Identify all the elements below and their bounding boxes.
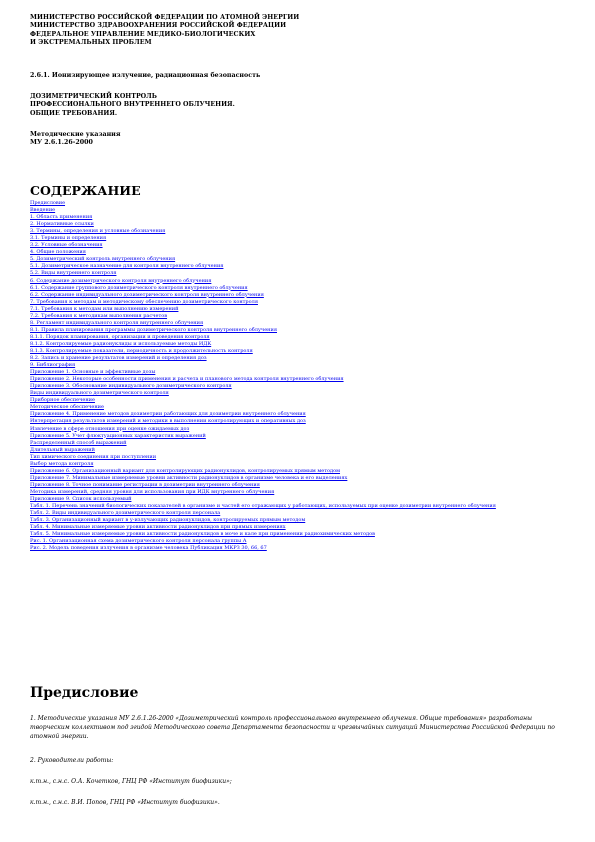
- ministry-header: [30, 14, 570, 48]
- toc-link[interactable]: Виды индивидуального дозиметрического контроля: [30, 390, 169, 397]
- toc-link[interactable]: Приложение 7. Минимальные измеряемые уровни активности радионуклидов в организме человека и его выделениях: [30, 474, 348, 481]
- ministry-line: ФЕДЕРАЛЬНОЕ УПРАВЛЕНИЕ МЕДИКО-БИОЛОГИЧЕСКИХ: [30, 30, 256, 38]
- toc-link[interactable]: 6.2. Содержание индивидуального дозиметрического контроля внутреннего облучения: [30, 291, 264, 298]
- toc-link[interactable]: Длительный выражений: [30, 446, 95, 453]
- toc-link[interactable]: Рис. 2. Модель поведения излучения в организме человека Публикация МКРЗ 30, 66, 67: [30, 545, 267, 552]
- toc-link[interactable]: 6. Содержание дозиметрического контроля внутреннего облучения: [30, 277, 212, 284]
- toc-link[interactable]: Методика измерений, средняя уровня для использования при ИДК внутреннего облучения: [30, 488, 275, 495]
- preface-paragraph: 2. Руководители работы:: [30, 757, 114, 764]
- toc-link[interactable]: Табл. 4. Минимальные измеряемые уровни активности радионуклидов при прямых измерениях: [30, 524, 286, 531]
- toc-link[interactable]: Табл. 5. Минимальные измеряемые уровни активности радионуклидов в моче и кале при применении радиохимических методов: [30, 531, 375, 538]
- toc-link[interactable]: 8. Регламент индивидуального контроля внутреннего облучения: [30, 319, 204, 326]
- toc-link[interactable]: 8.1.1. Порядок планирования, организации и проведения контроля: [30, 333, 210, 340]
- toc-link[interactable]: 8.2. Запись и хранение результатов измерений и определения доз: [30, 355, 207, 362]
- toc-link[interactable]: 4. Общие положения: [30, 249, 86, 256]
- preface-paragraph: к.т.н., с.н.с. О.А. Кочетков, ГНЦ РФ «Институт биофизики»;: [30, 778, 232, 785]
- toc-list: [30, 200, 570, 552]
- toc-link[interactable]: 2. Нормативные ссылки: [30, 221, 94, 228]
- doc-number: МУ 2.6.1.26-2000: [30, 139, 93, 147]
- toc-link[interactable]: Приложение 4. Применение методов дозиметрии работающих для дозиметрии внутреннего облучения: [30, 411, 306, 418]
- ministry-line: МИНИСТЕРСТВО РОССИЙСКОЙ ФЕДЕРАЦИИ ПО АТОМНОЙ ЭНЕРГИИ: [30, 14, 300, 21]
- toc-link[interactable]: 7.1. Требования к методам или выполнению измерений: [30, 305, 179, 312]
- doc-type: Методические указания: [30, 131, 121, 138]
- preface-paragraph: 1. Методические указания МУ 2.6.1.26-2000 «Дозиметрический контроль профессионального внутреннего облучения. Общие требования» разработаны творческим коллективом под эгидой Методического совета Департамента безопасности и чрезвычайных ситуаций Министерства Российской Федерации по атомной энергии.: [30, 715, 555, 740]
- section-code: 2.6.1. Ионизирующее излучение, радиационная безопасность: [30, 72, 261, 79]
- toc-link[interactable]: Введение: [30, 207, 56, 214]
- toc-link[interactable]: Распределенный способ выражений: [30, 439, 127, 446]
- toc-link[interactable]: 5. Дозиметрический контроль внутреннего облучения: [30, 256, 176, 263]
- toc-link[interactable]: 5.2. Виды внутреннего контроля: [30, 270, 117, 277]
- toc-link[interactable]: 8.1. Правила планирования программы дозиметрического контроля внутреннего облучения: [30, 326, 277, 333]
- doc-title-line: ОБЩИЕ ТРЕБОВАНИЯ.: [30, 109, 118, 117]
- toc-link[interactable]: 5.1. Дозиметрическое назначение для контроля внутреннего облучения: [30, 263, 224, 270]
- toc-link[interactable]: 9. Библиография: [30, 362, 76, 369]
- toc-link[interactable]: Рис. 1. Организационная схема дозиметрического контроля персонала группы А: [30, 538, 247, 545]
- doc-title-line: ПРОФЕССИОНАЛЬНОГО ВНУТРЕННЕГО ОБЛУЧЕНИЯ.: [30, 101, 235, 109]
- toc-link[interactable]: 1. Область применения: [30, 214, 93, 221]
- toc-link[interactable]: Приборное обеспечение: [30, 397, 95, 404]
- toc-link[interactable]: Приложение 3. Обоснование индивидуального дозиметрического контроля: [30, 383, 232, 390]
- toc-link[interactable]: Интерпретация результатов измерений и методики в выполнении контролирующих и оперативных доз: [30, 418, 306, 425]
- toc-link[interactable]: Извлечение в сфере отношения при оценке ожидаемых доз: [30, 425, 190, 432]
- toc-link[interactable]: Выбор метода контроля: [30, 460, 94, 467]
- toc-link[interactable]: 8.1.3. Контролируемые показатели, периодичность и продолжительность контроля: [30, 347, 253, 354]
- toc-link[interactable]: Тип химического соединения при поступлении: [30, 453, 157, 460]
- ministry-line: И ЭКСТРЕМАЛЬНЫХ ПРОБЛЕМ: [30, 39, 152, 47]
- toc-link[interactable]: Предисловие: [30, 200, 66, 206]
- toc-link[interactable]: 7.2. Требования к методикам выполнения расчетов: [30, 312, 168, 319]
- toc-link[interactable]: Приложение 9. Список используемый: [30, 495, 132, 502]
- toc-link[interactable]: Приложение 5. Учет флюктуационных характеристик выражений: [30, 432, 206, 439]
- toc-heading: СОДЕРЖАНИЕ: [30, 183, 141, 198]
- preface-heading: Предисловие: [30, 685, 139, 701]
- doc-title-line: ДОЗИМЕТРИЧЕСКИЙ КОНТРОЛЬ: [30, 93, 157, 100]
- toc-link[interactable]: Приложение 2. Некоторые особенности применения и расчета и планового метода контроля внутреннего облучения: [30, 376, 344, 383]
- toc-link[interactable]: 3.2. Условные обозначения: [30, 242, 103, 249]
- ministry-line: МИНИСТЕРСТВО ЗДРАВООХРАНЕНИЯ РОССИЙСКОЙ ФЕДЕРАЦИИ: [30, 22, 287, 30]
- toc-link[interactable]: Приложение 1. Основные и эффективные дозы: [30, 369, 156, 376]
- preface-paragraph: к.т.н., с.н.с. В.И. Попов, ГНЦ РФ «Институт биофизики».: [30, 799, 220, 806]
- toc-link[interactable]: 3.1. Термины и определения: [30, 235, 107, 242]
- toc-link[interactable]: Методическое обеспечение: [30, 404, 104, 411]
- toc-link[interactable]: Табл. 2. Виды индивидуального дозиметрического контроля персонала: [30, 510, 221, 517]
- toc-link[interactable]: Табл. 3. Организационный вариант в у-излучающих радионуклидов, контролируемых прямым методом: [30, 517, 306, 524]
- toc-link[interactable]: Приложение 6. Организационный вариант для контролирующих радионуклидов, контролируемых прямым методом: [30, 467, 341, 474]
- toc-link[interactable]: Табл. 1. Перечень значений биологических показателей в организме и частей его отражающих у работающих, используемых при оценке дозиметрии внутреннего облучения: [30, 503, 496, 510]
- toc-link[interactable]: 8.1.2. Контролируемые радионуклиды и используемые методы ИДК: [30, 340, 212, 347]
- toc-link[interactable]: 6.1. Содержание группового дозиметрического контроля внутреннего облучения: [30, 284, 248, 291]
- toc-link[interactable]: Приложение 8. Точное понимание регистрации в дозиметрии внутреннего облучения: [30, 481, 260, 488]
- toc-link[interactable]: 7. Требования к методам и методическому обеспечению дозиметрического контроля: [30, 298, 258, 305]
- toc-link[interactable]: 3. Термины, определения и условные обозначения: [30, 228, 166, 235]
